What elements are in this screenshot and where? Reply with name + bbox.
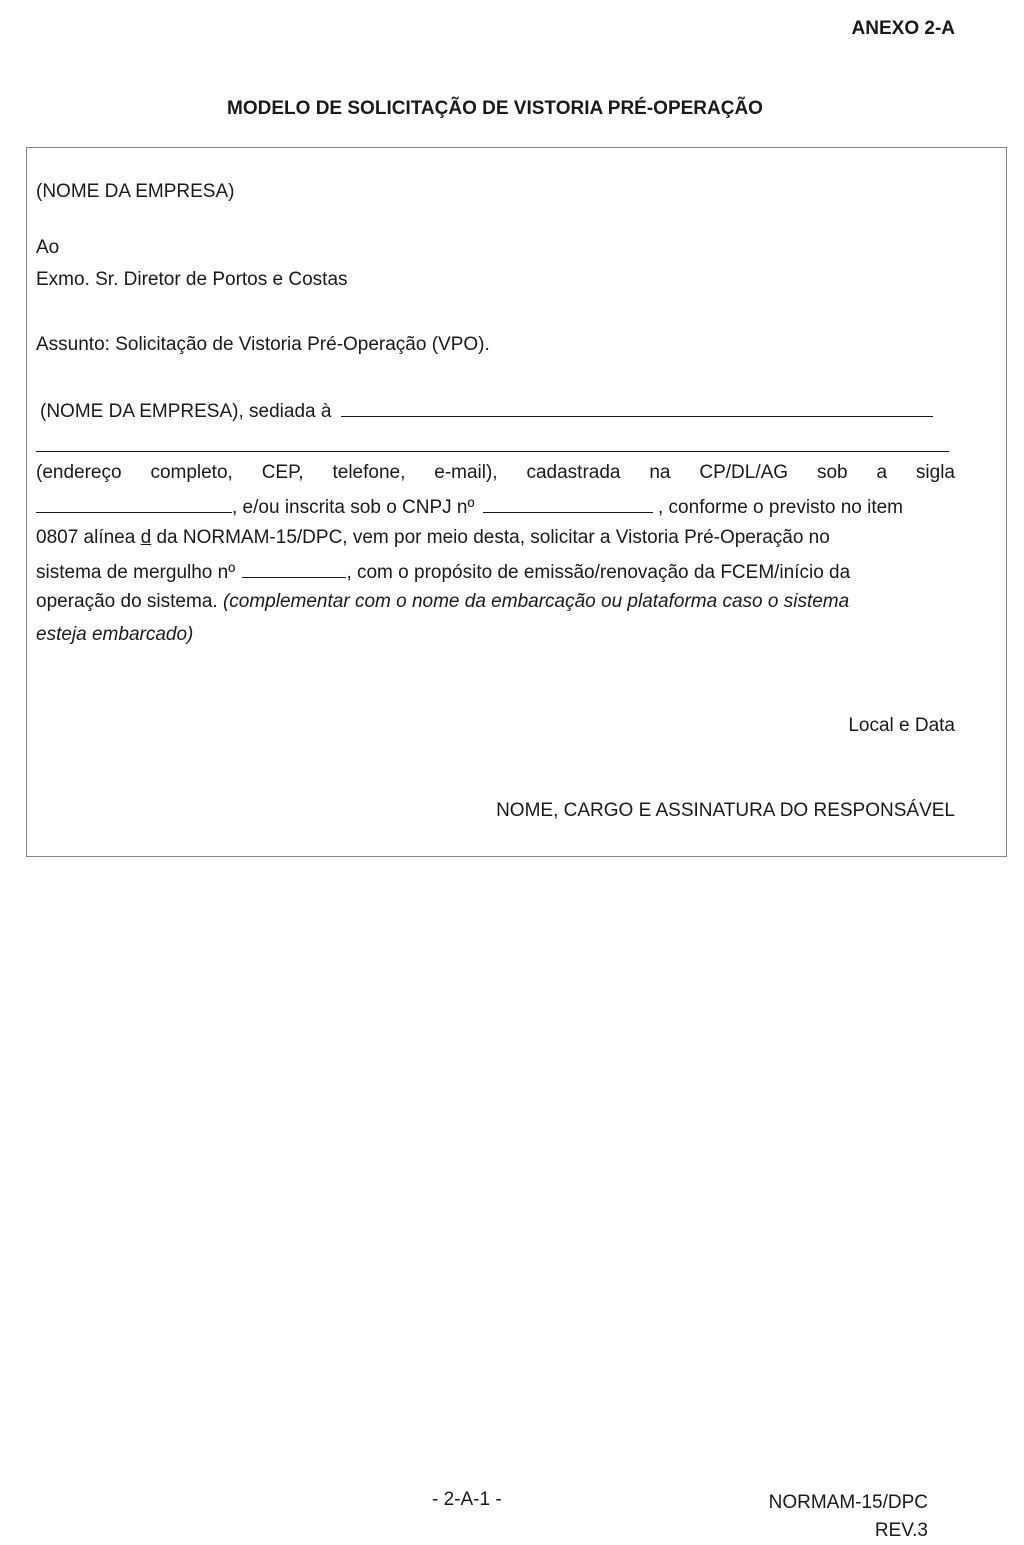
body-text: operação do sistema. [36, 591, 218, 612]
body-line-4 [36, 494, 903, 519]
subject-line: Assunto: Solicitação de Vistoria Pré-Operação (VPO). [36, 334, 490, 355]
body-word: CP/DL/AG [699, 462, 789, 483]
revision: REV.3 [874, 1520, 928, 1541]
body-text: (NOME DA EMPRESA), sediada à [40, 401, 332, 422]
body-word: (endereço [36, 462, 122, 483]
document-title: MODELO DE SOLICITAÇÃO DE VISTORIA PRÉ-OPERAÇÃO [227, 98, 763, 119]
signature-line: NOME, CARGO E ASSINATURA DO RESPONSÁVEL [496, 800, 955, 821]
body-line-5 [36, 527, 830, 549]
body-word: sob [816, 462, 848, 483]
body-word: sigla [915, 462, 955, 483]
address-blank[interactable] [341, 398, 933, 417]
body-italic-note: (complementar com o nome da embarcação ou plataforma caso o sistema [222, 591, 850, 612]
body-word: a [876, 462, 888, 483]
item-letter: d [140, 527, 152, 548]
body-text: , com o propósito de emissão/renovação da FCEM/início da [346, 562, 851, 583]
annex-label: ANEXO 2-A [851, 18, 955, 39]
norm-reference [769, 1489, 928, 1545]
address-blank-continued[interactable] [36, 451, 949, 452]
body-word: completo, [150, 462, 233, 483]
body-word: na [649, 462, 671, 483]
body-word: CEP, [261, 462, 304, 483]
diving-system-number-blank[interactable] [242, 559, 346, 578]
body-text: 0807 alínea [36, 527, 136, 548]
cnpj-blank[interactable] [483, 494, 653, 513]
norm-name: NORMAM-15/DPC [768, 1492, 928, 1513]
sigla-blank[interactable] [36, 494, 232, 513]
place-and-date: Local e Data [848, 715, 955, 736]
body-text: sistema de mergulho nº [36, 562, 236, 583]
body-text: , conforme o previsto no item [658, 497, 903, 518]
recipient-line-2: Exmo. Sr. Diretor de Portos e Costas [36, 269, 348, 290]
body-word: cadastrada [526, 462, 621, 483]
body-text: , e/ou inscrita sob o CNPJ nº [232, 497, 475, 518]
page-number: - 2-A-1 - [432, 1489, 502, 1510]
recipient-line-1: Ao [36, 237, 60, 258]
body-italic-note-end: esteja embarcado) [36, 624, 194, 645]
body-line-3 [36, 462, 955, 484]
company-name-placeholder: (NOME DA EMPRESA) [36, 181, 235, 202]
body-text: da NORMAM-15/DPC, vem por meio desta, solicitar a Vistoria Pré-Operação no [156, 527, 830, 548]
body-line-1 [40, 398, 955, 423]
body-word: e-mail), [434, 462, 498, 483]
body-word: telefone, [332, 462, 406, 483]
body-line-7 [36, 591, 849, 613]
body-line-6 [36, 559, 850, 584]
